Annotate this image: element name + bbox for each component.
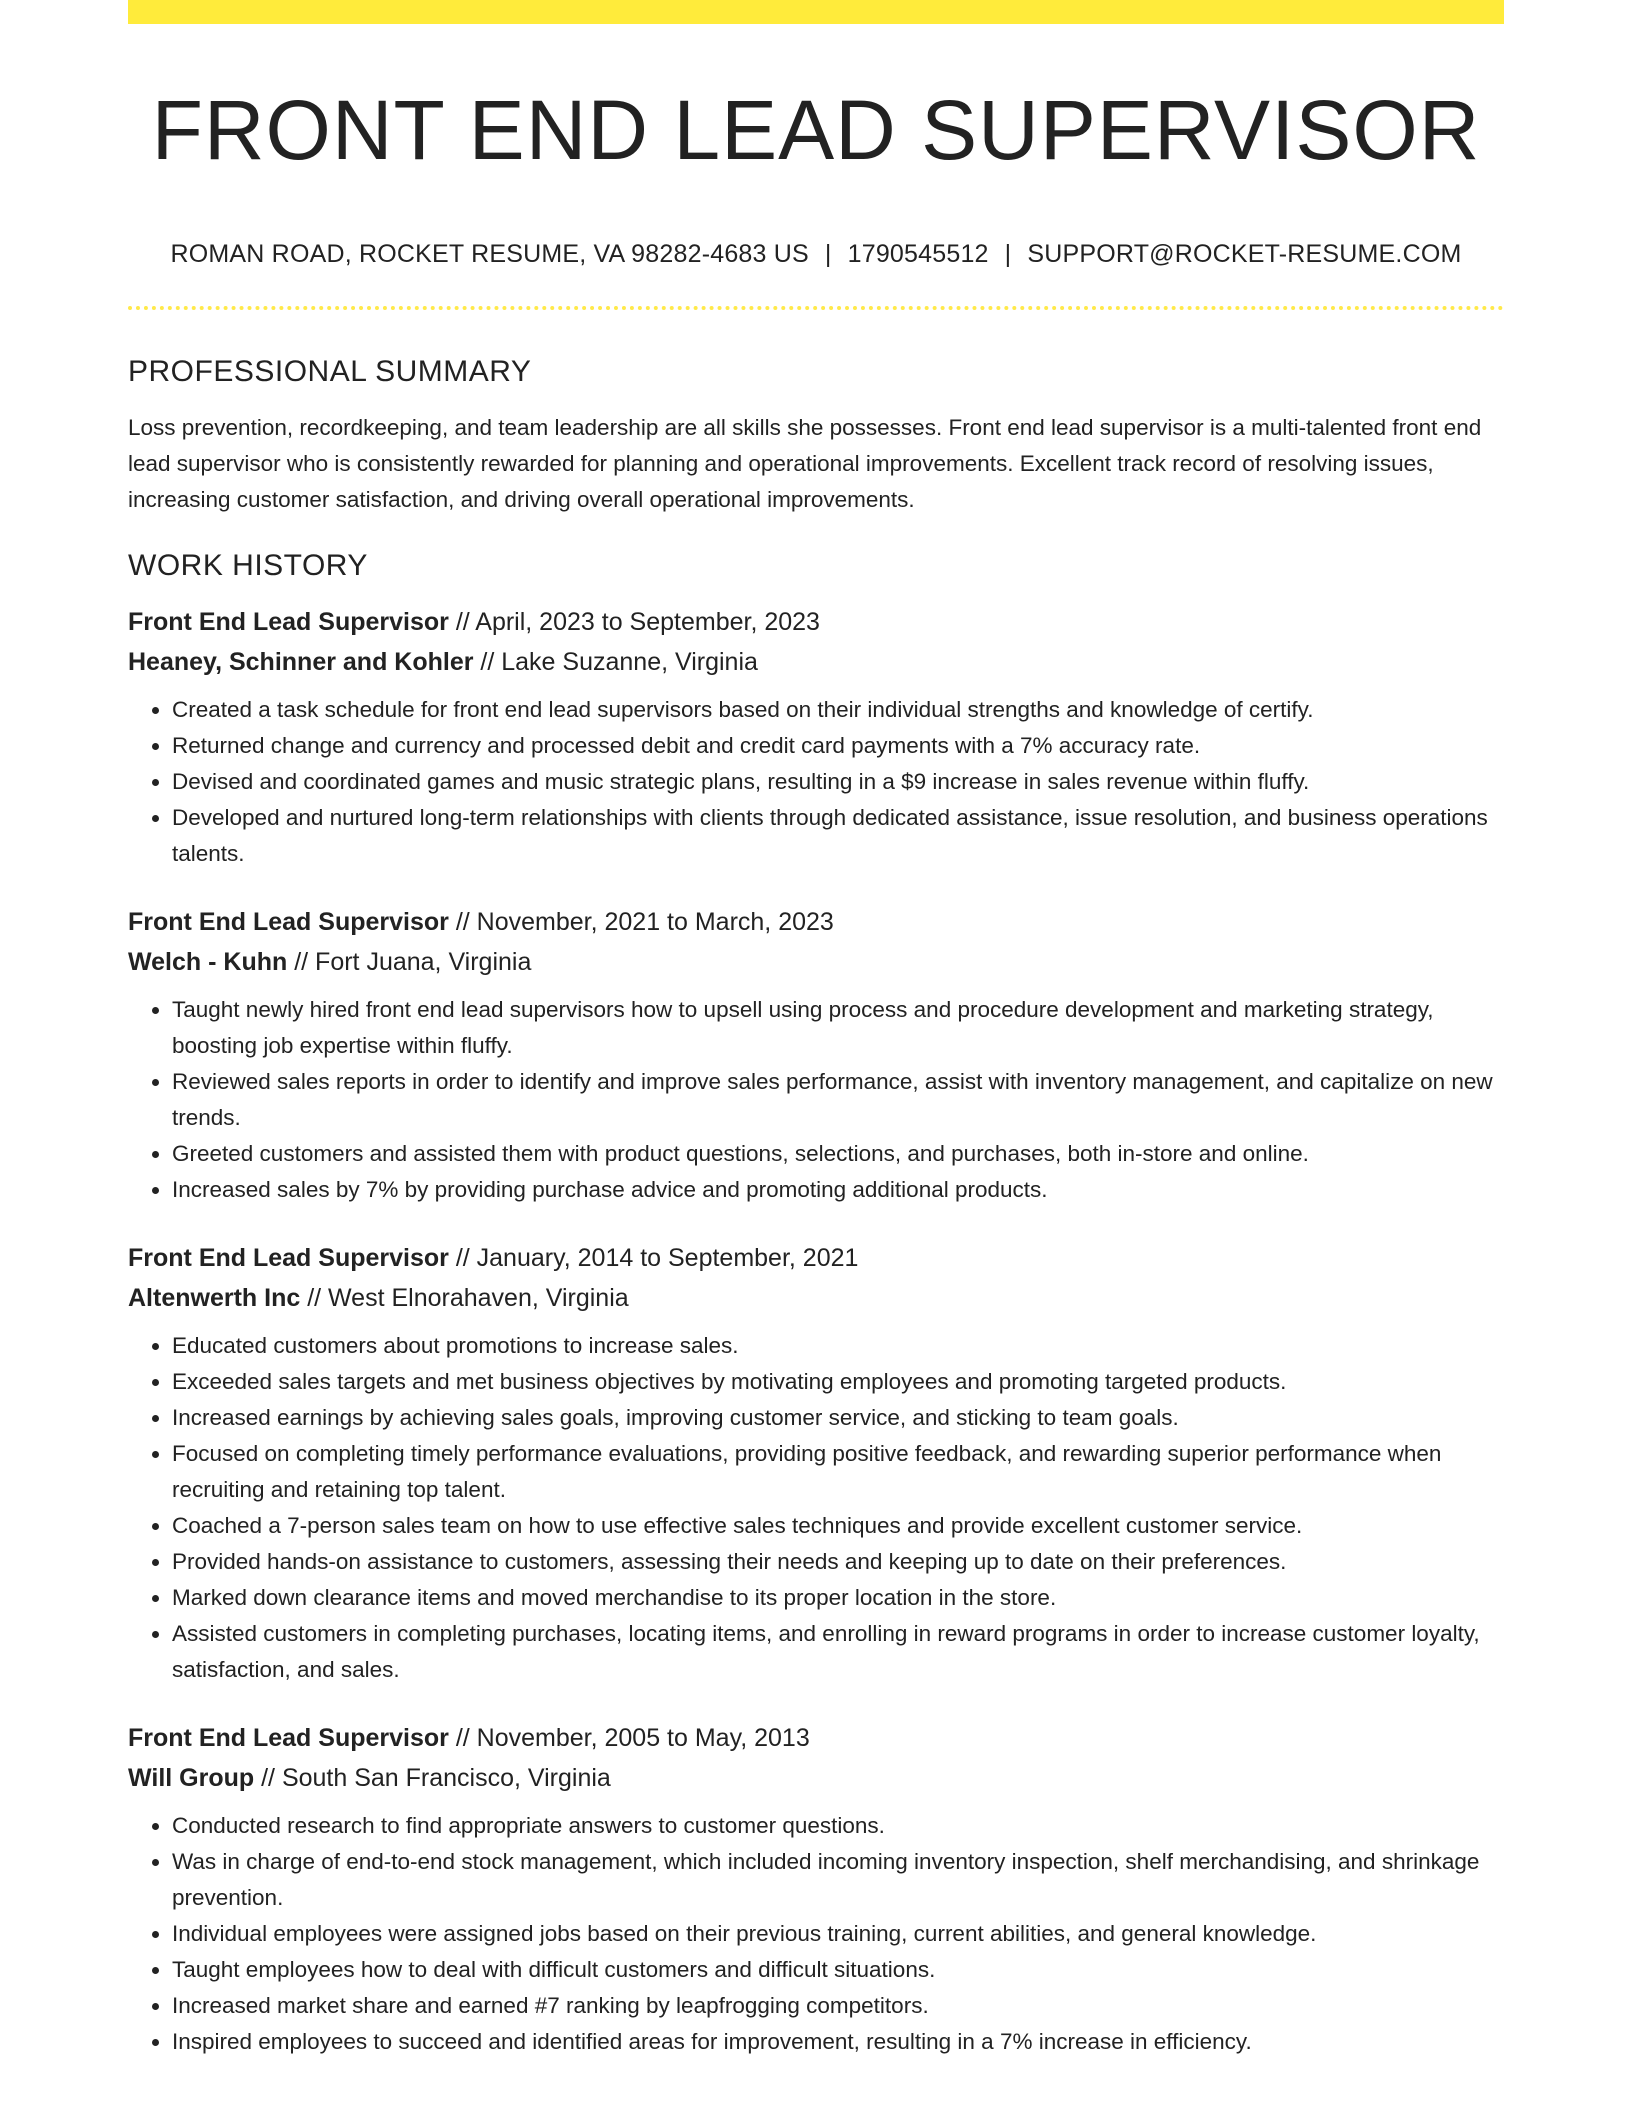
job-entry (128, 1718, 1504, 2060)
list-item: • Was in charge of end-to-end stock management, which included incoming inventory inspection, shelf merchandising, and shrinkage prevention. (172, 1844, 1504, 1916)
job-role: Front End Lead Supervisor (128, 908, 449, 936)
job-company: Altenwerth Inc (128, 1284, 301, 1312)
list-item: • Marked down clearance items and moved merchandise to its proper location in the store. (172, 1580, 1504, 1616)
job-bullets (128, 1808, 1504, 2060)
list-item: • Developed and nurtured long-term relationships with clients through dedicated assistance, issue resolution, and business operations talents. (172, 800, 1504, 872)
list-item: • Individual employees were assigned jobs based on their previous training, current abilities, and general knowledge. (172, 1916, 1504, 1952)
job-bullets (128, 692, 1504, 872)
job-entry (128, 602, 1504, 872)
job-role: Front End Lead Supervisor (128, 1244, 449, 1272)
list-item: • Increased market share and earned #7 ranking by leapfrogging competitors. (172, 1988, 1504, 2024)
list-item: • Devised and coordinated games and music strategic plans, resulting in a $9 increase in sales revenue within fluffy. (172, 764, 1504, 800)
job-company: Welch - Kuhn (128, 948, 288, 976)
list-item: • Reviewed sales reports in order to identify and improve sales performance, assist with inventory management, and capitalize on new trends. (172, 1064, 1504, 1136)
contact-line (128, 236, 1504, 272)
job-location: // South San Francisco, Virginia (254, 1764, 611, 1792)
job-entry (128, 1238, 1504, 1688)
list-item: • Exceeded sales targets and met business objectives by motivating employees and promoting targeted products. (172, 1364, 1504, 1400)
job-role: Front End Lead Supervisor (128, 608, 449, 636)
dotted-divider (128, 306, 1504, 310)
list-item: • Conducted research to find appropriate answers to customer questions. (172, 1808, 1504, 1844)
job-role-line (128, 602, 1504, 642)
job-role: Front End Lead Supervisor (128, 1724, 449, 1752)
list-item: • Assisted customers in completing purchases, locating items, and enrolling in reward programs in order to increase customer loyalty, satisfaction, and sales. (172, 1616, 1504, 1688)
list-item: • Increased earnings by achieving sales goals, improving customer service, and sticking to team goals. (172, 1400, 1504, 1436)
resume-content (128, 352, 1504, 2060)
contact-separator: | (1004, 240, 1012, 268)
list-item: • Greeted customers and assisted them with product questions, selections, and purchases, both in-store and online. (172, 1136, 1504, 1172)
job-bullets (128, 992, 1504, 1208)
job-dates: // November, 2021 to March, 2023 (448, 908, 834, 936)
job-dates: // January, 2014 to September, 2021 (448, 1244, 859, 1272)
list-item: • Inspired employees to succeed and identified areas for improvement, resulting in a 7% increase in efficiency. (172, 2024, 1504, 2060)
job-dates: // November, 2005 to May, 2013 (448, 1724, 810, 1752)
job-company: Heaney, Schinner and Kohler (128, 648, 474, 676)
contact-email[interactable]: SUPPORT@ROCKET-RESUME.COM (1027, 240, 1462, 268)
job-role-line (128, 902, 1504, 942)
job-company-line (128, 942, 1504, 982)
summary-heading: PROFESSIONAL SUMMARY (128, 355, 532, 388)
job-dates: // April, 2023 to September, 2023 (448, 608, 820, 636)
contact-separator: | (824, 240, 832, 268)
job-company-line (128, 1278, 1504, 1318)
job-entry (128, 902, 1504, 1208)
job-role-line (128, 1718, 1504, 1758)
job-bullets (128, 1328, 1504, 1688)
list-item: • Taught employees how to deal with difficult customers and difficult situations. (172, 1952, 1504, 1988)
list-item: • Focused on completing timely performance evaluations, providing positive feedback, and rewarding superior performance when recruiting and retaining top talent. (172, 1436, 1504, 1508)
list-item: • Provided hands-on assistance to customers, assessing their needs and keeping up to date on their preferences. (172, 1544, 1504, 1580)
job-company-line (128, 1758, 1504, 1798)
page-title: FRONT END LEAD SUPERVISOR (151, 83, 1481, 177)
list-item: • Returned change and currency and processed debit and credit card payments with a 7% accuracy rate. (172, 728, 1504, 764)
job-location: // Fort Juana, Virginia (287, 948, 532, 976)
work-history-heading: WORK HISTORY (128, 549, 368, 582)
contact-address: ROMAN ROAD, ROCKET RESUME, VA 98282-4683 US (170, 240, 809, 268)
list-item: • Increased sales by 7% by providing purchase advice and promoting additional products. (172, 1172, 1504, 1208)
summary-text: Loss prevention, recordkeeping, and team leadership are all skills she possesses. Front end lead supervisor is a multi-talented front end lead supervisor who is consistently rewarded for planning and operational improvements. Excellent track record of resolving issues, increasing customer satisfaction, and driving overall operational improvements. (128, 415, 1482, 512)
job-company: Will Group (128, 1764, 255, 1792)
job-company-line (128, 642, 1504, 682)
job-role-line (128, 1238, 1504, 1278)
list-item: • Created a task schedule for front end lead supervisors based on their individual strengths and knowledge of certify. (172, 692, 1504, 728)
list-item: • Coached a 7-person sales team on how to use effective sales techniques and provide excellent customer service. (172, 1508, 1504, 1544)
job-location: // West Elnorahaven, Virginia (300, 1284, 629, 1312)
job-location: // Lake Suzanne, Virginia (473, 648, 758, 676)
contact-phone: 1790545512 (847, 240, 989, 268)
accent-bar (128, 0, 1504, 24)
list-item: • Educated customers about promotions to increase sales. (172, 1328, 1504, 1364)
list-item: • Taught newly hired front end lead supervisors how to upsell using process and procedure development and marketing strategy, boosting job expertise within fluffy. (172, 992, 1504, 1064)
